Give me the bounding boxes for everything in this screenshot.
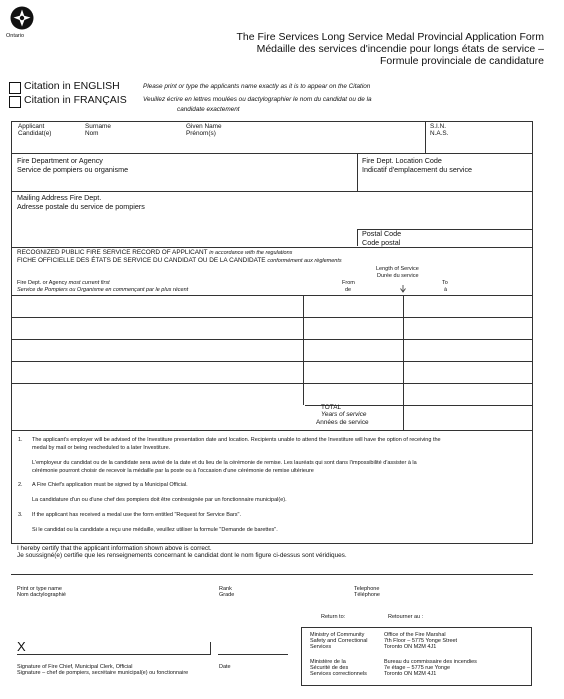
from-col-fr: de [345, 287, 352, 293]
location-code-field[interactable] [358, 176, 530, 190]
rank-label-fr: Grade [219, 592, 235, 598]
rank-label-en: Rank [219, 586, 232, 592]
ofm-fr-2: 7e étage – 5775 rue Yonge [384, 665, 451, 671]
fire-dept-label-fr: Service de pompiers ou organisme [17, 165, 129, 174]
sin-label-en: S.I.N. [430, 123, 446, 130]
note-3-en-1: If the applicant has received a medal use the form entitled "Request for Service Bars". [32, 512, 242, 518]
note-1-en-2: medal by mail or being rescheduled to a later Investiture. [32, 445, 171, 451]
note-3-fr-1: Si le candidat ou la candidate a reçu une médaille, veuillez utiliser la formule "Demande de barettes". [32, 527, 278, 533]
note-1-fr-1: L'employeur du candidat ou de la candidate sera avisé de la date et du lieu de la cérémonie de remise. Les lauréats qui sont dans l'impossibilité d'assister à la [32, 460, 417, 466]
return-to-label: Return to: [321, 614, 346, 620]
signature-label-en: Signature of Fire Chief, Municipal Clerk, Official [17, 664, 133, 670]
total-years-en: Years of service [321, 411, 367, 418]
ofm-en-1: Office of the Fire Marshal [384, 632, 446, 638]
total-years-fr: Années de service [316, 419, 369, 426]
note-1-en-1: The applicant's employer will be advised of the Investiture presentation date and location. Recipients unable to attend the Investiture will have the option of receiving the [32, 437, 441, 443]
certify-fr: Je soussigné(e) certifie que les renseignements concernant le candidat dont le nom figure ci-dessus sont véridiques. [17, 552, 347, 559]
telephone-label-en: Telephone [354, 586, 380, 592]
ofm-fr-3: Toronto ON M2M 4J1 [384, 671, 437, 677]
citation-instruction-fr-1: Veuillez écrire en lettres moulées ou dactylographier le nom du candidat ou de la [143, 96, 372, 103]
total-years-field[interactable] [405, 406, 530, 430]
surname-label-en: Surname [85, 123, 111, 130]
citation-french-checkbox[interactable] [9, 96, 21, 108]
mailing-address-label-en: Mailing Address Fire Dept. [17, 193, 102, 202]
surname-label-fr: Nom [85, 130, 99, 137]
postal-code-label-en: Postal Code [362, 229, 402, 238]
signature-label-fr: Signature – chef de pompiers, secrétaire municipal(e) ou fonctionnaire [17, 670, 189, 676]
citation-instruction-fr-2: candidate exactement [177, 106, 240, 113]
logo-caption: Ontario [6, 33, 25, 39]
note-2-number: 2. [18, 482, 23, 488]
applicant-label-en: Applicant [18, 123, 45, 130]
arrow-down-icon [400, 285, 406, 293]
given-name-label-fr: Prénom(s) [186, 130, 216, 137]
record-row-4-dept[interactable] [12, 362, 302, 383]
ministry-fr-3: Services correctionnels [310, 671, 367, 677]
form-title-en: The Fire Services Long Service Medal Provincial Application Form [236, 31, 544, 43]
date-field[interactable] [218, 636, 288, 653]
to-col-en: To [442, 280, 448, 286]
citation-english-checkbox[interactable] [9, 82, 21, 94]
ofm-en-3: Toronto ON M2M 4J1 [384, 644, 437, 650]
form-title-fr-2: Formule provinciale de candidature [379, 55, 544, 67]
note-2-fr-1: La candidature d'un ou d'une chef des pompiers doit être contresignée par un fonctionnaire municipal(e). [32, 497, 287, 503]
form-title-fr-1: Médaille des services d'incendie pour longs états de service – [256, 43, 544, 55]
ministry-en-3: Services [310, 644, 332, 650]
record-row-3-dept[interactable] [12, 340, 302, 361]
print-name-label-fr: Nom dactylographié [17, 592, 66, 598]
retourner-label: Retourner au : [388, 614, 424, 620]
postal-code-label-fr: Code postal [362, 238, 401, 247]
print-name-rank-phone-field[interactable] [12, 598, 530, 610]
ministry-en-1: Ministry of Community [310, 632, 365, 638]
signature-field[interactable] [26, 636, 209, 653]
ministry-fr-1: Ministère de la [310, 659, 346, 665]
certify-en: I hereby certify that the applicant information shown above is correct. [17, 545, 212, 552]
length-of-service-fr: Durée du service [377, 273, 419, 279]
length-of-service-en: Length of Service [376, 266, 419, 272]
total-label-en: TOTAL [321, 404, 342, 411]
mailing-address-field[interactable] [12, 212, 356, 244]
applicant-label-fr: Candidat(e) [18, 130, 52, 137]
ofm-fr-1: Bureau du commissaire des incendies [384, 659, 477, 665]
service-record-heading-en: RECOGNIZED PUBLIC FIRE SERVICE RECORD OF APPLICANT in accordance with the regulations [17, 249, 293, 256]
fire-dept-label-en: Fire Department or Agency [17, 156, 103, 165]
location-code-label-fr: Indicatif d'emplacement du service [362, 165, 473, 174]
note-1-fr-2: cérémonie pourront choisir de recevoir la médaille par la poste ou à l'occasion d'une cérémonie de remise ultérieure [32, 468, 314, 474]
from-col-en: From [342, 280, 355, 286]
citation-french-label: Citation in FRANÇAIS [24, 94, 127, 106]
citation-english-label: Citation in ENGLISH [24, 80, 120, 92]
service-record-heading-fr: FICHE OFFICIELLE DES ÉTATS DE SERVICE DU CANDIDAT OU DE LA CANDIDATE conformément aux règlements [17, 257, 342, 264]
record-dept-col-fr: Service de Pompiers ou Organisme en commençant par le plus récent [17, 287, 189, 293]
sin-label-fr: N.A.S. [430, 130, 449, 137]
fire-dept-field[interactable] [12, 176, 356, 190]
telephone-label-fr: Téléphone [354, 592, 380, 598]
print-name-label-en: Print or type name [17, 586, 62, 592]
citation-instruction-en: Please print or type the applicants name exactly as it is to appear on the Citation [143, 83, 371, 90]
given-name-label-en: Given Name [186, 123, 222, 130]
note-1-number: 1. [18, 437, 23, 443]
record-row-1-dept[interactable] [12, 296, 302, 317]
ofm-en-2: 7th Floor – 5775 Yonge Street [384, 638, 458, 644]
ministry-en-2: Safety and Correctional [310, 638, 368, 644]
signature-x-mark: X [17, 639, 26, 654]
date-label: Date [219, 664, 231, 670]
location-code-label-en: Fire Dept. Location Code [362, 156, 442, 165]
record-row-2-dept[interactable] [12, 318, 302, 339]
ontario-trillium-logo [10, 6, 34, 30]
ministry-fr-2: Sécurité de des [310, 665, 349, 671]
applicant-name-field[interactable] [12, 138, 424, 152]
note-3-number: 3. [18, 512, 23, 518]
certify-field[interactable] [12, 561, 532, 573]
note-2-en-1: A Fire Chief's application must be signed by a Municipal Official. [32, 482, 188, 488]
record-dept-col-en: Fire Dept. or Agency most current first [17, 280, 110, 286]
sin-field[interactable] [426, 138, 530, 152]
to-col-fr: à [444, 287, 448, 293]
mailing-address-label-fr: Adresse postale du service de pompiers [17, 202, 145, 211]
